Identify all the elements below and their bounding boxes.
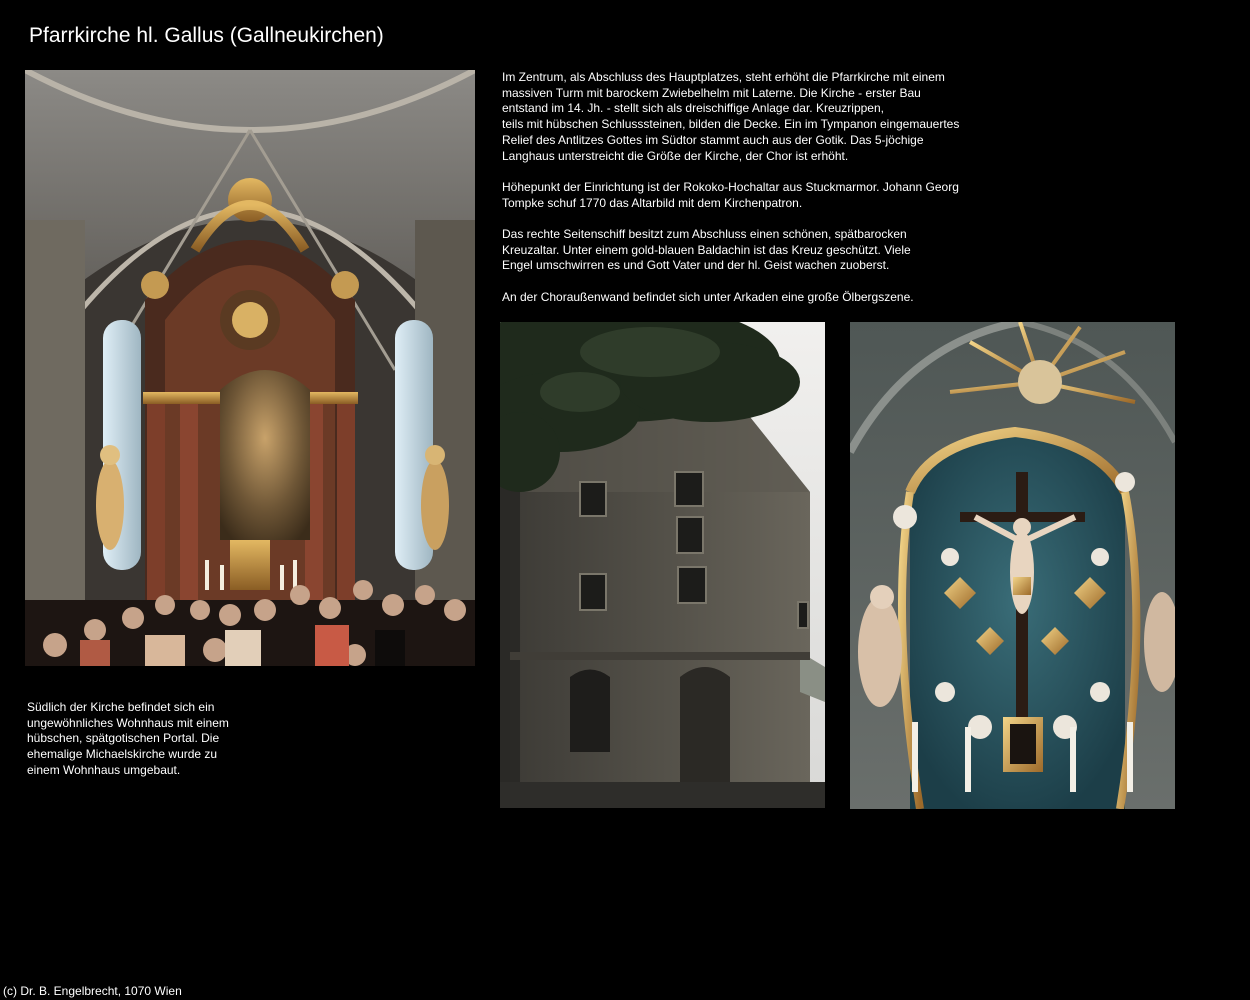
description-paragraph-2	[502, 180, 972, 211]
cross-altar-photo	[850, 322, 1175, 809]
page-title: Pfarrkirche hl. Gallus (Gallneukirchen)	[29, 24, 384, 47]
high-altar-photo	[25, 70, 475, 666]
side-note-line: hübschen, spätgotischen Portal. Die	[27, 731, 220, 746]
copyright-footer: (c) Dr. B. Engelbrecht, 1070 Wien	[3, 984, 182, 998]
side-note	[27, 700, 247, 779]
description-line: Langhaus unterstreicht die Größe der Kirche, der Chor ist erhöht.	[502, 148, 849, 163]
description-line: Engel umschwirren es und Gott Vater und der hl. Geist wachen zuoberst.	[502, 258, 890, 273]
description-line: entstand im 14. Jh. - stellt sich als dreischiffige Anlage dar. Kreuzrippen,	[502, 101, 884, 116]
description-paragraph-4	[502, 290, 972, 306]
side-note-line: ehemalige Michaelskirche wurde zu	[27, 747, 218, 762]
side-note-line: einem Wohnhaus umgebaut.	[27, 762, 181, 777]
tower-house-photo	[500, 322, 825, 808]
church-description	[502, 70, 972, 321]
side-note-line: Südlich der Kirche befindet sich ein	[27, 700, 215, 714]
description-line: teils mit hübschen Schlusssteinen, bilden die Decke. Ein im Tympanon eingemauertes	[502, 117, 960, 132]
description-line: Kreuzaltar. Unter einem gold-blauen Baldachin ist das Kreuz geschützt. Viele	[502, 242, 911, 257]
description-paragraph-3	[502, 227, 972, 274]
description-paragraph-1	[502, 70, 972, 164]
side-note-line: ungewöhnliches Wohnhaus mit einem	[27, 715, 229, 730]
description-line: Im Zentrum, als Abschluss des Hauptplatzes, steht erhöht die Pfarrkirche mit einem	[502, 70, 945, 84]
description-line: Höhepunkt der Einrichtung ist der Rokoko-Hochaltar aus Stuckmarmor. Johann Georg	[502, 179, 959, 194]
description-line: Tompke schuf 1770 das Altarbild mit dem Kirchenpatron.	[502, 195, 803, 210]
description-line: Das rechte Seitenschiff besitzt zum Abschluss einen schönen, spätbarocken	[502, 227, 907, 241]
description-line: Relief des Antlitzes Gottes im Südtor stammt auch aus der Gotik. Das 5-jöchige	[502, 132, 924, 147]
description-line: massiven Turm mit barockem Zwiebelhelm mit Laterne. Die Kirche - erster Bau	[502, 85, 921, 100]
description-line: An der Choraußenwand befindet sich unter Arkaden eine große Ölbergszene.	[502, 289, 914, 304]
